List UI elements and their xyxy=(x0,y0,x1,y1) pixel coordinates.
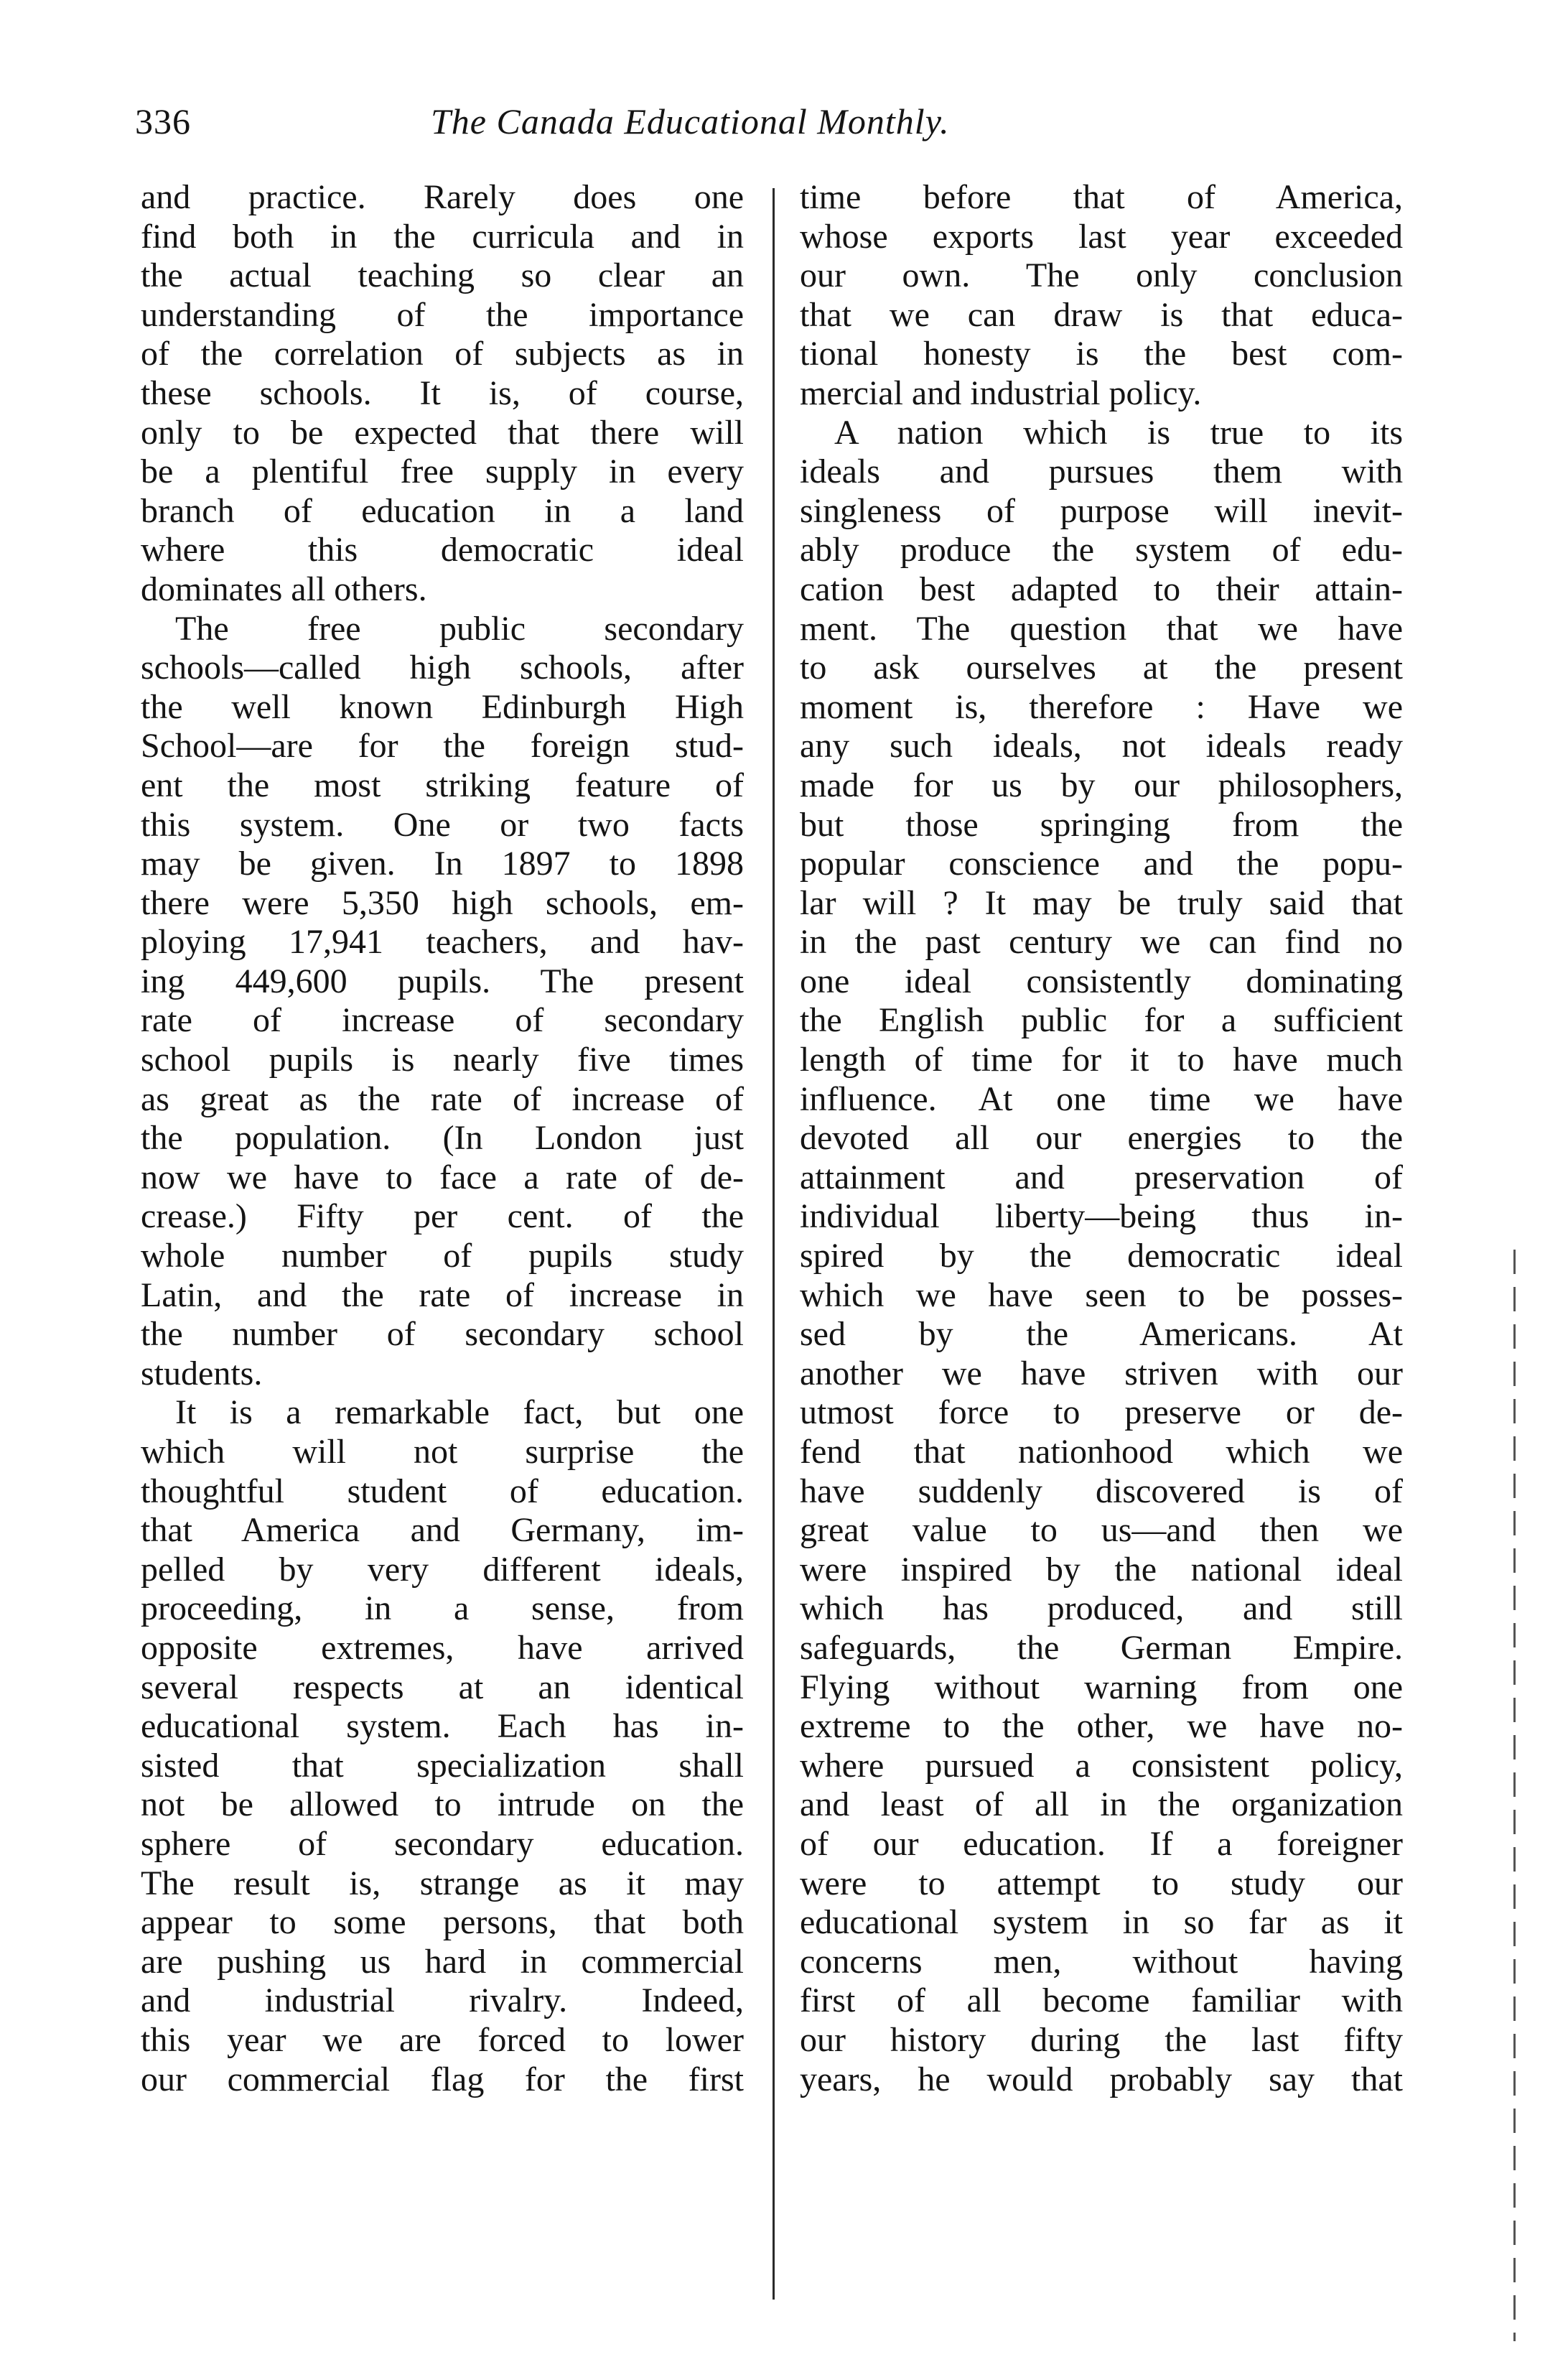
text-line: popular conscience and the popu- xyxy=(800,845,1403,883)
text-line: not be allowed to intrude on the xyxy=(141,1785,744,1824)
left-column xyxy=(141,178,744,2099)
text-line: and practice. Rarely does one xyxy=(141,178,744,216)
text-line: the English public for a sufficient xyxy=(800,1001,1403,1040)
text-line: where this democratic ideal xyxy=(141,531,744,570)
text-line: our history during the last fifty xyxy=(800,2020,1403,2059)
text-line: first of all become familiar with xyxy=(800,1981,1403,2020)
text-line: understanding of the importance xyxy=(141,295,744,334)
text-line: to ask ourselves at the present xyxy=(800,648,1403,687)
text-line: are pushing us hard in commercial xyxy=(141,1942,744,1981)
text-line: ment. The question that we have xyxy=(800,609,1403,648)
text-line: School—are for the foreign stud- xyxy=(141,727,744,766)
text-line: ing 449,600 pupils. The present xyxy=(141,962,744,1000)
text-line: dominates all others. xyxy=(141,570,427,608)
text-line: this year we are forced to lower xyxy=(141,2020,744,2059)
text-line: find both in the curricula and in xyxy=(141,217,744,256)
text-line: sphere of secondary education. xyxy=(141,1824,744,1863)
text-line: safeguards, the German Empire. xyxy=(800,1628,1403,1667)
text-line: and least of all in the organization xyxy=(800,1785,1403,1824)
text-line: now we have to face a rate of de- xyxy=(141,1158,744,1196)
text-line: educational system in so far as it xyxy=(800,1903,1403,1942)
text-line: Flying without warning from one xyxy=(800,1668,1403,1706)
text-line: another we have striven with our xyxy=(800,1354,1403,1393)
text-line: our commercial flag for the first xyxy=(141,2060,744,2098)
text-line: have suddenly discovered is of xyxy=(800,1472,1403,1510)
text-line: as great as the rate of increase of xyxy=(141,1079,744,1118)
text-line: made for us by our philosophers, xyxy=(800,766,1403,804)
text-line: where pursued a consistent policy, xyxy=(800,1746,1403,1785)
text-line: only to be expected that there will xyxy=(141,413,744,452)
text-line: may be given. In 1897 to 1898 xyxy=(141,845,744,883)
text-line: time before that of America, xyxy=(800,178,1403,216)
text-line: whose exports last year exceeded xyxy=(800,217,1403,256)
text-line: The free public secondary xyxy=(175,609,744,648)
text-line: be a plentiful free supply in every xyxy=(141,452,744,491)
text-line: thoughtful student of education. xyxy=(141,1472,744,1510)
text-line: extreme to the other, we have no- xyxy=(800,1707,1403,1746)
text-line: were to attempt to study our xyxy=(800,1864,1403,1902)
text-line: proceeding, in a sense, from xyxy=(141,1589,744,1628)
text-line: in the past century we can find no xyxy=(800,923,1403,962)
text-line: that we can draw is that educa- xyxy=(800,295,1403,334)
text-line: singleness of purpose will inevit- xyxy=(800,491,1403,530)
text-line: which has produced, and still xyxy=(800,1589,1403,1628)
text-line: the actual teaching so clear an xyxy=(141,256,744,295)
text-line: ideals and pursues them with xyxy=(800,452,1403,491)
text-line: great value to us—and then we xyxy=(800,1511,1403,1550)
text-line: moment is, therefore : Have we xyxy=(800,687,1403,726)
text-line: whole number of pupils study xyxy=(141,1237,744,1275)
text-line: influence. At one time we have xyxy=(800,1079,1403,1118)
text-line: pelled by very different ideals, xyxy=(141,1550,744,1589)
text-line: the population. (In London just xyxy=(141,1119,744,1158)
text-line: ably produce the system of edu- xyxy=(800,531,1403,570)
text-line: appear to some persons, that both xyxy=(141,1903,744,1942)
text-line: spired by the democratic ideal xyxy=(800,1237,1403,1275)
text-line: that America and Germany, im- xyxy=(141,1511,744,1550)
text-line: cation best adapted to their attain- xyxy=(800,570,1403,608)
column-divider xyxy=(773,188,775,2300)
text-line: fend that nationhood which we xyxy=(800,1433,1403,1471)
text-line: the number of secondary school xyxy=(141,1315,744,1354)
text-line: which we have seen to be posses- xyxy=(800,1275,1403,1314)
text-line: A nation which is true to its xyxy=(834,413,1403,452)
text-line: any such ideals, not ideals ready xyxy=(800,727,1403,766)
text-line: and industrial rivalry. Indeed, xyxy=(141,1981,744,2020)
text-line: branch of education in a land xyxy=(141,491,744,530)
text-line: rate of increase of secondary xyxy=(141,1001,744,1040)
text-line: of our education. If a foreigner xyxy=(800,1824,1403,1863)
text-line: crease.) Fifty per cent. of the xyxy=(141,1197,744,1236)
text-line: these schools. It is, of course, xyxy=(141,373,744,412)
running-title: The Canada Educational Monthly. xyxy=(431,101,950,141)
text-line: Latin, and the rate of increase in xyxy=(141,1275,744,1314)
text-line: The result is, strange as it may xyxy=(141,1864,744,1902)
text-line: sed by the Americans. At xyxy=(800,1315,1403,1354)
text-line: concerns men, without having xyxy=(800,1942,1403,1981)
text-line: mercial and industrial policy. xyxy=(800,373,1202,412)
text-line: which will not surprise the xyxy=(141,1433,744,1471)
text-line: students. xyxy=(141,1354,263,1393)
text-line: utmost force to preserve or de- xyxy=(800,1393,1403,1432)
right-column xyxy=(800,178,1403,2099)
text-line: opposite extremes, have arrived xyxy=(141,1628,744,1667)
text-line: were inspired by the national ideal xyxy=(800,1550,1403,1589)
text-line: years, he would probably say that xyxy=(800,2060,1403,2098)
text-line: of the correlation of subjects as in xyxy=(141,335,744,373)
text-line: tional honesty is the best com- xyxy=(800,335,1403,373)
text-line: ent the most striking feature of xyxy=(141,766,744,804)
page-number: 336 xyxy=(135,101,191,141)
text-line: lar will ? It may be truly said that xyxy=(800,883,1403,922)
text-line: school pupils is nearly five times xyxy=(141,1041,744,1079)
text-line: attainment and preservation of xyxy=(800,1158,1403,1196)
text-line: the well known Edinburgh High xyxy=(141,687,744,726)
text-line: there were 5,350 high schools, em- xyxy=(141,883,744,922)
scan-edge-mark xyxy=(1513,1250,1516,2341)
text-line: educational system. Each has in- xyxy=(141,1707,744,1746)
text-line: It is a remarkable fact, but one xyxy=(175,1393,744,1432)
text-line: several respects at an identical xyxy=(141,1668,744,1706)
text-line: our own. The only conclusion xyxy=(800,256,1403,295)
text-line: one ideal consistently dominating xyxy=(800,962,1403,1000)
text-line: this system. One or two facts xyxy=(141,805,744,844)
text-line: devoted all our energies to the xyxy=(800,1119,1403,1158)
text-line: schools—called high schools, after xyxy=(141,648,744,687)
text-line: sisted that specialization shall xyxy=(141,1746,744,1785)
text-line: length of time for it to have much xyxy=(800,1041,1403,1079)
text-line: individual liberty—being thus in- xyxy=(800,1197,1403,1236)
text-line: but those springing from the xyxy=(800,805,1403,844)
text-line: ploying 17,941 teachers, and hav- xyxy=(141,923,744,962)
